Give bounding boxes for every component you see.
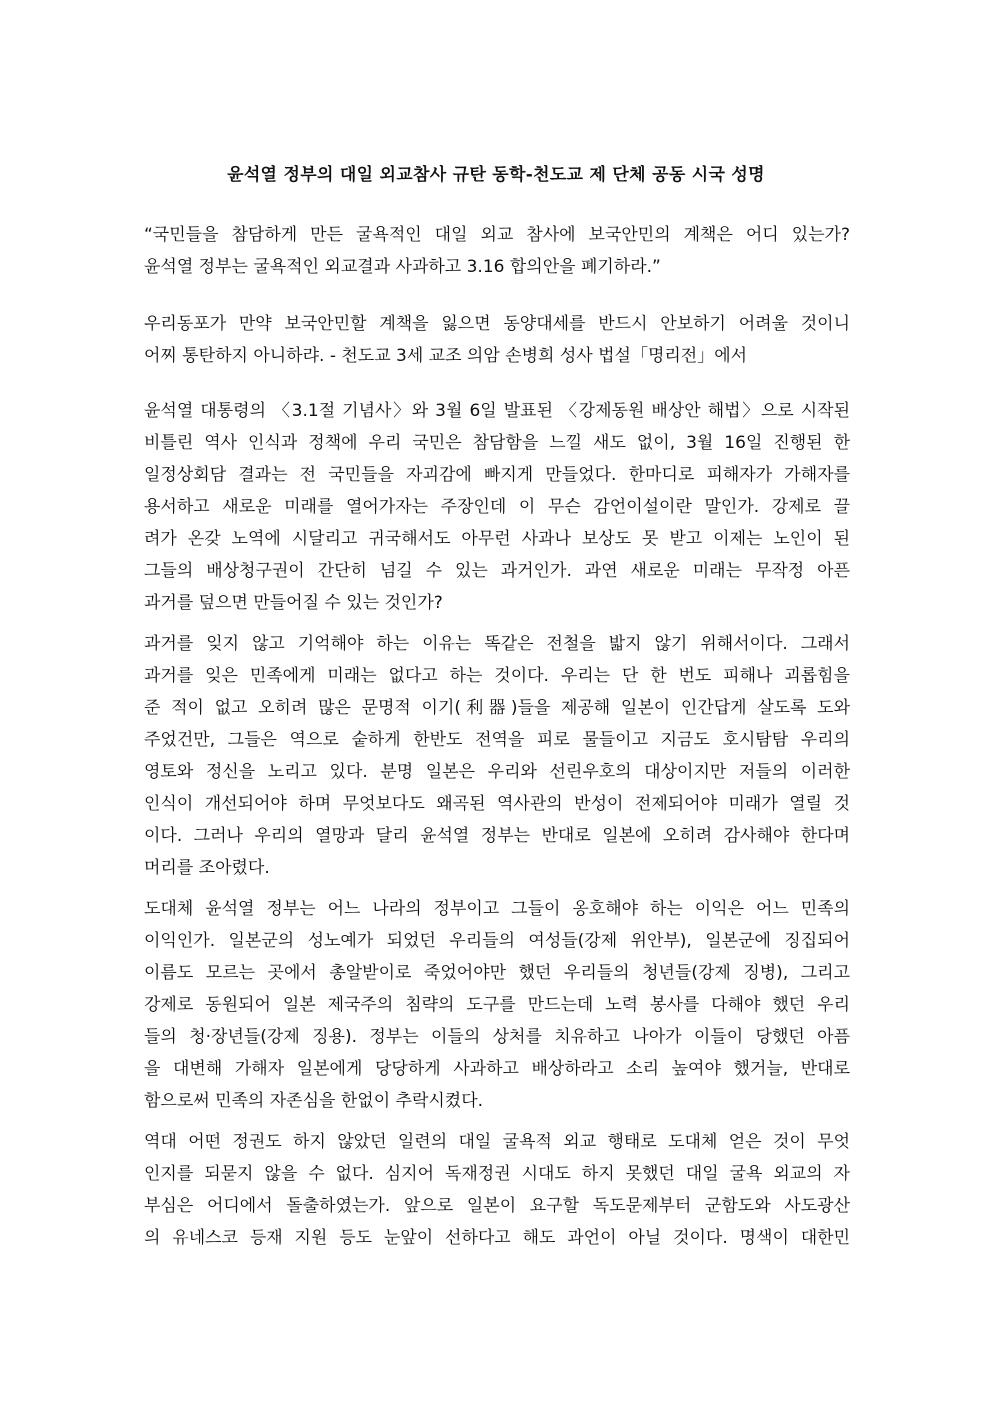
paragraph-quote [144, 219, 850, 283]
paragraph-line: 이름도 모르는 곳에서 총알받이로 죽었어야만 했던 우리들의 청년들(강제 징병), 그리고 [144, 963, 850, 983]
paragraph-line: 인식이 개선되어야 하며 무엇보다도 왜곡된 역사관의 반성이 전제되어야 미래가 열릴 것 [144, 794, 850, 814]
paragraph-line: 준 적이 없고 오히려 많은 문명적 이기(利器)들을 제공해 일본이 인간답게 살도록 도와 [144, 698, 850, 718]
document-title: 윤석열 정부의 대일 외교참사 규탄 동학-천도교 제 단체 공동 시국 성명 [227, 165, 765, 185]
paragraph-line: 과거를 덮으면 만들어질 수 있는 것인가? [144, 593, 443, 613]
paragraph-line: 어찌 통탄하지 아니하랴. - 천도교 3세 교조 의암 손병희 성사 법설「명리전」에서 [144, 346, 748, 366]
paragraph-line: 의 유네스코 등재 지원 등도 눈앞이 선하다고 해도 과언이 아닐 것이다. 명색이 대한민 [144, 1228, 850, 1248]
paragraph-line: 과거를 잊은 민족에게 미래는 없다고 하는 것이다. 우리는 단 한 번도 피해나 괴롭힘을 [144, 666, 850, 686]
paragraph-line: 려가 온갖 노역에 시달리고 귀국해서도 아무런 사과나 보상도 못 받고 이제는 노인이 된 [144, 529, 850, 549]
paragraph-epigraph [144, 308, 850, 372]
paragraph-line: 일정상회담 결과는 전 국민들을 자괴감에 빠지게 만들었다. 한마디로 피해자가 가해자를 [144, 465, 850, 485]
paragraph-line: 이다. 그러나 우리의 열망과 달리 윤석열 정부는 반대로 일본에 오히려 감사해야 한다며 [144, 826, 850, 846]
paragraph-line: 머리를 조아렸다. [144, 858, 270, 878]
paragraph-line: 함으로써 민족의 자존심을 한없이 추락시켰다. [144, 1091, 484, 1111]
paragraph-line: 역대 어떤 정권도 하지 않았던 일련의 대일 굴욕적 외교 행태로 도대체 얻은 것이 무엇 [144, 1132, 850, 1152]
paragraph-line: 우리동포가 만약 보국안민할 계책을 잃으면 동양대세를 반드시 안보하기 어려울 것이니 [144, 314, 850, 334]
paragraph-line: 윤석열 정부는 굴욕적인 외교결과 사과하고 3.16 합의안을 폐기하라.” [144, 257, 661, 277]
paragraph-line: 도대체 윤석열 정부는 어느 나라의 정부이고 그들이 옹호해야 하는 이익은 어느 민족의 [144, 899, 850, 919]
paragraph-line: 과거를 잊지 않고 기억해야 하는 이유는 똑같은 전철을 밟지 않기 위해서이다. 그래서 [144, 634, 850, 654]
paragraph-line: 을 대변해 가해자 일본에게 당당하게 사과하고 배상하라고 소리 높여야 했거늘, 반대로 [144, 1059, 850, 1079]
paragraph-line: 그들의 배상청구권이 간단히 넘길 수 있는 과거인가. 과연 새로운 미래는 무작정 아픈 [144, 561, 850, 581]
paragraph-body-4 [144, 1126, 850, 1254]
paragraph-line: 인지를 되묻지 않을 수 없다. 심지어 독재정권 시대도 하지 못했던 대일 굴욕 외교의 자 [144, 1164, 850, 1184]
paragraph-line: 비틀린 역사 인식과 정책에 우리 국민은 참담함을 느낄 새도 없이, 3월 16일 진행된 한 [144, 433, 850, 453]
paragraph-line: 이익인가. 일본군의 성노예가 되었던 우리들의 여성들(강제 위안부), 일본군에 징집되어 [144, 931, 850, 951]
paragraph-body-1 [144, 395, 850, 619]
paragraph-line: “국민들을 참담하게 만든 굴욕적인 대일 외교 참사에 보국안민의 계책은 어디 있는가? [144, 225, 850, 245]
paragraph-line: 들의 청·장년들(강제 징용). 정부는 이들의 상처를 치유하고 나아가 이들이 당했던 아픔 [144, 1027, 850, 1047]
paragraph-body-2 [144, 628, 850, 884]
paragraph-line: 윤석열 대통령의 〈3.1절 기념사〉와 3월 6일 발표된 〈강제동원 배상안 해법〉으로 시작된 [144, 401, 850, 421]
paragraph-body-3 [144, 893, 850, 1117]
paragraph-line: 영토와 정신을 노리고 있다. 분명 일본은 우리와 선린우호의 대상이지만 저들의 이러한 [144, 762, 850, 782]
paragraph-line: 주었건만, 그들은 역으로 숱하게 한반도 전역을 피로 물들이고 지금도 호시탐탐 우리의 [144, 730, 850, 750]
paragraph-line: 부심은 어디에서 돌출하였는가. 앞으로 일본이 요구할 독도문제부터 군함도와 사도광산 [144, 1196, 850, 1216]
paragraph-line: 용서하고 새로운 미래를 열어가자는 주장인데 이 무슨 감언이설이란 말인가. 강제로 끌 [144, 497, 850, 517]
paragraph-line: 강제로 동원되어 일본 제국주의 침략의 도구를 만드는데 노력 봉사를 다해야 했던 우리 [144, 995, 850, 1015]
